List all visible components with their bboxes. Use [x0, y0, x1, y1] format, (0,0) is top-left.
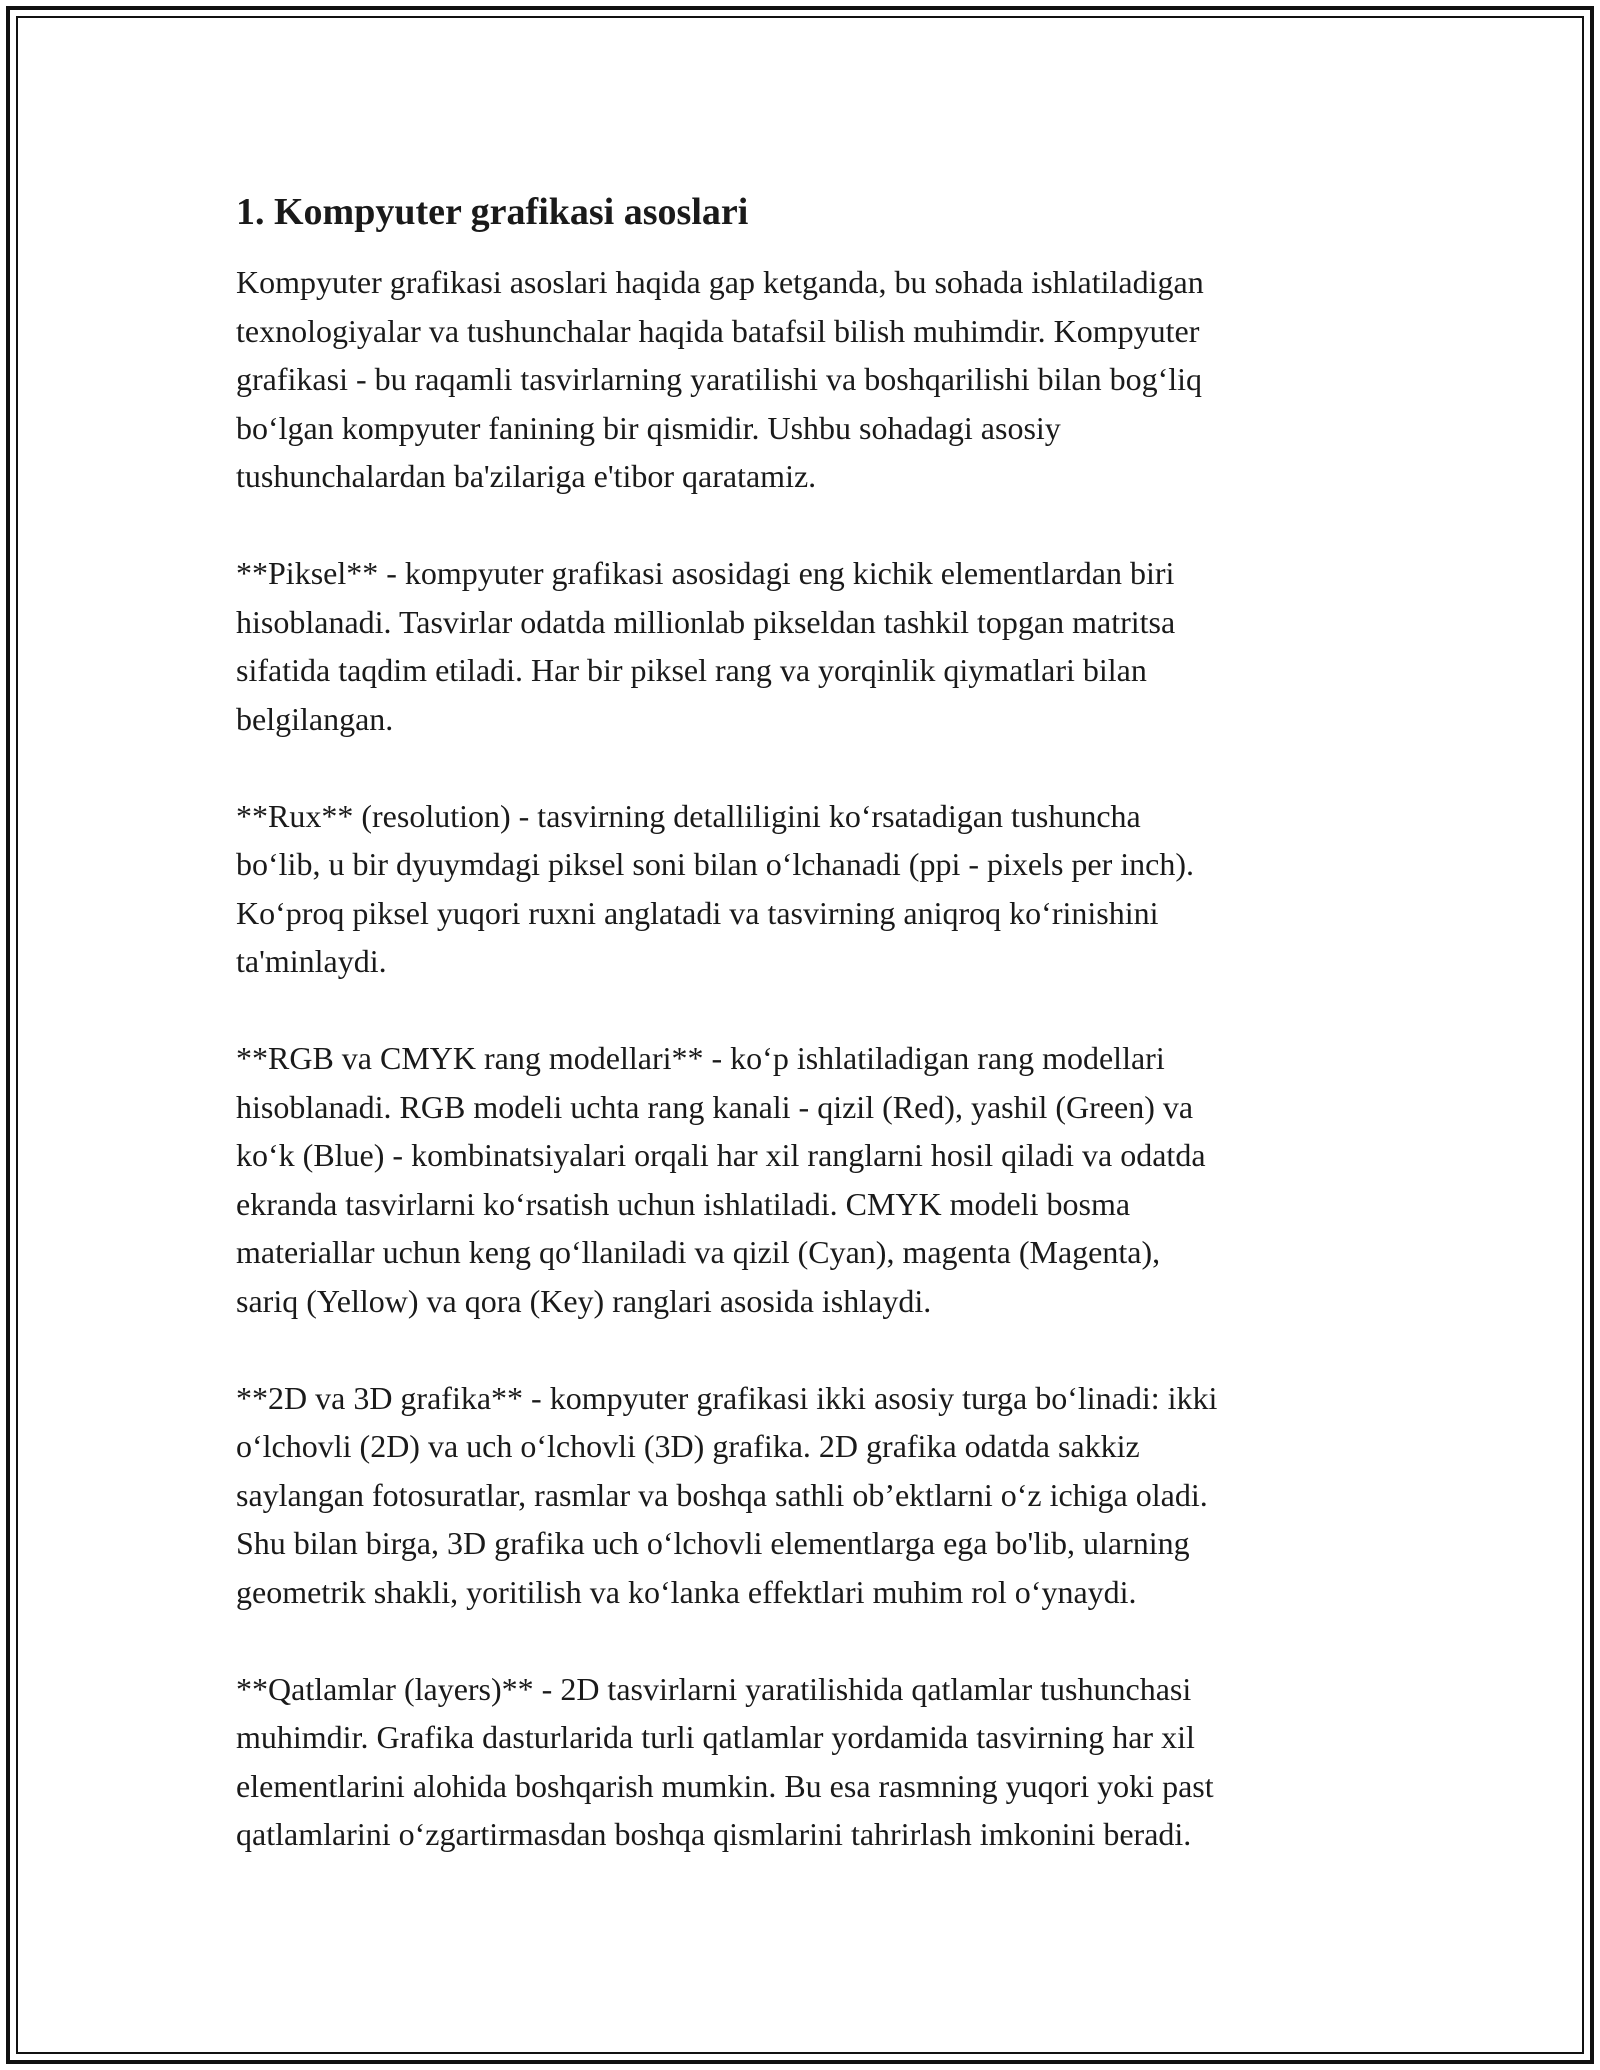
- paragraph-piksel: **Piksel** - kompyuter grafikasi asosidagi eng kichik elementlardan biri hisoblanadi. Tasvirlar odatda millionlab pikseldan tashkil topgan matritsa sifatida taqdim etiladi. Har bir piksel rang va yorqinlik qiymatlari bilan belgilangan.: [236, 555, 1176, 737]
- paragraph-rux: **Rux** (resolution) - tasvirning detalliligini ko‘rsatadigan tushuncha bo‘lib, u bir dyuymdagi piksel soni bilan o‘lchanadi (ppi - pixels per inch). Ko‘proq piksel yuqori ruxni anglatadi va tasvirning aniqroq ko‘rinishini ta'minlaydi.: [236, 797, 1195, 979]
- document-title: 1. Kompyuter grafikasi asoslari: [236, 191, 749, 233]
- paragraph-qatlamlar: **Qatlamlar (layers)** - 2D tasvirlarni yaratilishida qatlamlar tushunchasi muhimdir. Grafika dasturlarida turli qatlamlar yordamida tasvirning har xil elementlarini alohida boshqarish mumkin. Bu esa rasmning yuqori yoki past qatlamlarini o‘zgartirmasdan boshqa qismlarini tahrirlash imkonini beradi.: [236, 1670, 1214, 1852]
- paragraph-intro: Kompyuter grafikasi asoslari haqida gap ketganda, bu sohada ishlatiladigan texnologiyalar va tushunchalar haqida batafsil bilish muhimdir. Kompyuter grafikasi - bu raqamli tasvirlarning yaratilishi va boshqarilishi bilan bog‘liq bo‘lgan kompyuter fanining bir qismidir. Ushbu sohadagi asosiy tushunchalardan ba'zilariga e'tibor qaratamiz.: [236, 264, 1204, 494]
- paragraph-rgb-cmyk: **RGB va CMYK rang modellari** - ko‘p ishlatiladigan rang modellari hisoblanadi. RGB modeli uchta rang kanali - qizil (Red), yashil (Green) va ko‘k (Blue) - kombinatsiyalari orqali har xil ranglarni hosil qiladi va odatda ekranda tasvirlarni ko‘rsatish uchun ishlatiladi. CMYK modeli bosma materiallar uchun keng qo‘llaniladi va qizil (Cyan), magenta (Magenta), sariq (Yellow) va qora (Key) ranglari asosida ishlaydi.: [236, 1040, 1206, 1319]
- paragraph-2d-3d: **2D va 3D grafika** - kompyuter grafikasi ikki asosiy turga bo‘linadi: ikki o‘lchovli (2D) va uch o‘lchovli (3D) grafika. 2D grafika odatda sakkiz saylangan fotosuratlar, rasmlar va boshqa sathli ob’ektlarni o‘z ichiga oladi. Shu bilan birga, 3D grafika uch o‘lchovli elementlarga ega bo'lib, ularning geometrik shakli, yoritilish va ko‘lanka effektlari muhim rol o‘ynaydi.: [236, 1379, 1218, 1610]
- document-body: [236, 186, 1386, 1907]
